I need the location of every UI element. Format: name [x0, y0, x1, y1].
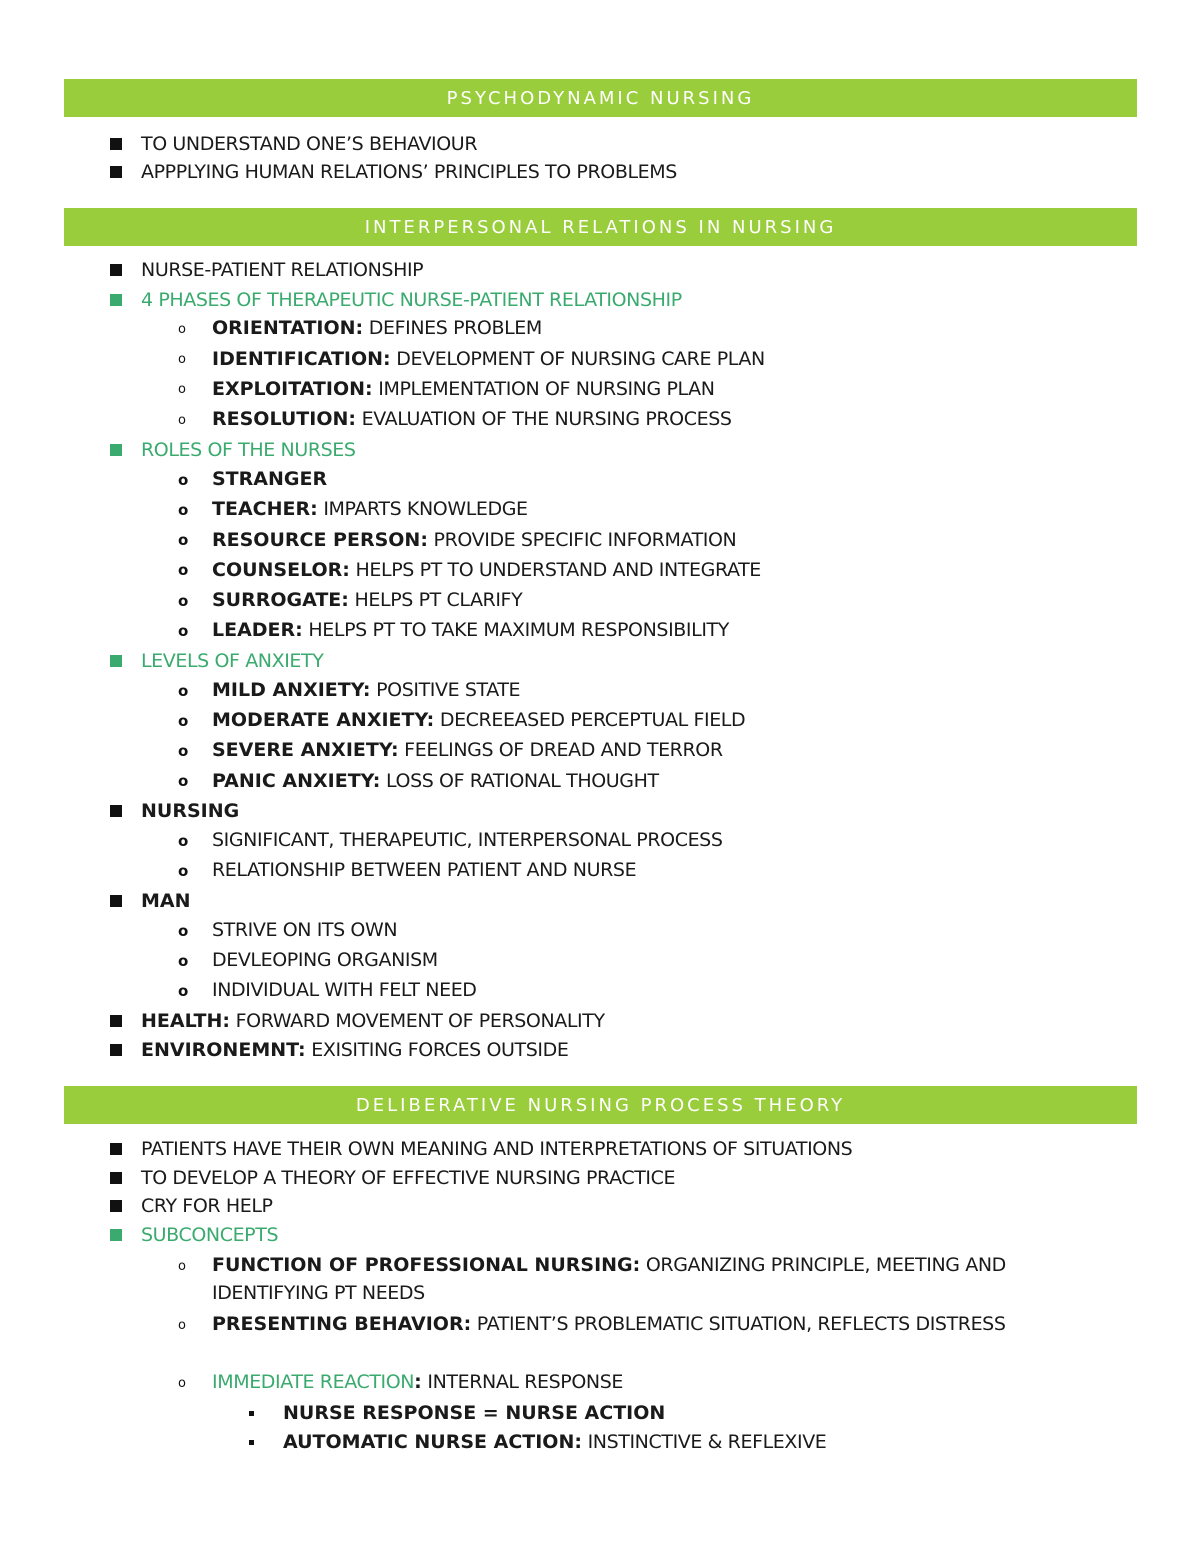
list-item: [212, 345, 765, 373]
circle-bullet-icon: o: [178, 922, 189, 940]
square-bullet-icon: [110, 166, 122, 178]
circle-bullet-icon: o: [178, 682, 189, 700]
desc: IMPLEMENTATION OF NURSING PLAN: [372, 378, 715, 400]
desc: IMPARTS KNOWLEDGE: [317, 498, 528, 520]
section-banner-interpersonal: INTERPERSONAL RELATIONS IN NURSING: [64, 208, 1137, 246]
term: COUNSELOR:: [212, 559, 350, 581]
section-banner-psychodynamic: PSYCHODYNAMIC NURSING: [64, 79, 1137, 117]
circle-bullet-icon: o: [178, 561, 189, 579]
circle-bullet-icon: o: [178, 322, 186, 337]
square-bullet-icon: [110, 264, 122, 276]
list-item: [212, 375, 715, 403]
term: MILD ANXIETY:: [212, 679, 371, 701]
heading-text: MAN: [141, 890, 191, 912]
subheading-man: [141, 887, 191, 915]
list-item: STRIVE ON ITS OWN: [212, 919, 398, 941]
list-item: [212, 314, 542, 342]
list-item: [141, 1007, 605, 1035]
list-item: APPPLYING HUMAN RELATIONS’ PRINCIPLES TO PROBLEMS: [141, 161, 677, 183]
term: RESOURCE PERSON:: [212, 529, 428, 551]
circle-bullet-icon: o: [178, 471, 189, 489]
desc: DEFINES PROBLEM: [363, 317, 542, 339]
circle-bullet-icon: o: [178, 1259, 186, 1274]
list-item: [212, 556, 761, 584]
desc: EXISITING FORCES OUTSIDE: [305, 1039, 569, 1061]
desc: PATIENT’S PROBLEMATIC SITUATION, REFLECTS DISTRESS: [471, 1313, 1006, 1335]
term: SURROGATE:: [212, 589, 349, 611]
list-item: [212, 526, 736, 554]
section-banner-deliberative: DELIBERATIVE NURSING PROCESS THEORY: [64, 1086, 1137, 1124]
list-item: NURSE-PATIENT RELATIONSHIP: [141, 259, 424, 281]
list-item: [212, 736, 723, 764]
list-item: [283, 1399, 665, 1427]
square-bullet-icon: [110, 1015, 122, 1027]
circle-bullet-icon: o: [178, 712, 189, 730]
desc: POSITIVE STATE: [370, 679, 521, 701]
small-square-bullet-icon: [249, 1440, 254, 1445]
circle-bullet-icon: o: [178, 501, 189, 519]
circle-bullet-icon: o: [178, 413, 186, 428]
term: ORIENTATION:: [212, 317, 364, 339]
list-item: [212, 616, 729, 644]
list-item: CRY FOR HELP: [141, 1195, 273, 1217]
desc: FEELINGS OF DREAD AND TERROR: [398, 739, 723, 761]
subheading-anxiety: LEVELS OF ANXIETY: [141, 650, 324, 672]
circle-bullet-icon: o: [178, 982, 189, 1000]
desc: ORGANIZING PRINCIPLE, MEETING AND IDENTIFYING PT NEEDS: [212, 1254, 1006, 1304]
list-item: [212, 495, 528, 523]
list-item: [212, 465, 327, 493]
circle-bullet-icon: o: [178, 592, 189, 610]
list-item: [212, 767, 659, 795]
list-item: [212, 1368, 623, 1396]
term: IMMEDIATE REACTION: [212, 1371, 415, 1393]
desc: HELPS PT CLARIFY: [348, 589, 523, 611]
subheading-roles: ROLES OF THE NURSES: [141, 439, 356, 461]
desc: HELPS PT TO TAKE MAXIMUM RESPONSIBILITY: [302, 619, 729, 641]
colon: :: [414, 1371, 422, 1393]
list-item: [212, 676, 520, 704]
term: HEALTH:: [141, 1010, 231, 1032]
term: IDENTIFICATION:: [212, 348, 391, 370]
subheading-phases: 4 PHASES OF THERAPEUTIC NURSE-PATIENT RELATIONSHIP: [141, 289, 682, 311]
small-square-bullet-icon: [249, 1411, 254, 1416]
term: LEADER:: [212, 619, 303, 641]
square-bullet-icon: [110, 1044, 122, 1056]
term: AUTOMATIC NURSE ACTION:: [283, 1431, 582, 1453]
list-item: TO DEVELOP A THEORY OF EFFECTIVE NURSING PRACTICE: [141, 1167, 676, 1189]
term: TEACHER:: [212, 498, 318, 520]
term: MODERATE ANXIETY:: [212, 709, 435, 731]
list-item: SIGNIFICANT, THERAPEUTIC, INTERPERSONAL PROCESS: [212, 829, 723, 851]
square-bullet-icon: [110, 444, 122, 456]
term: NURSE RESPONSE = NURSE ACTION: [283, 1402, 666, 1424]
circle-bullet-icon: o: [178, 1376, 186, 1391]
term: ENVIRONEMNT:: [141, 1039, 306, 1061]
list-item: [283, 1428, 826, 1456]
square-bullet-icon: [110, 1172, 122, 1184]
term: PRESENTING BEHAVIOR:: [212, 1313, 472, 1335]
circle-bullet-icon: o: [178, 862, 189, 880]
circle-bullet-icon: o: [178, 622, 189, 640]
circle-bullet-icon: o: [178, 382, 186, 397]
list-item: [212, 586, 522, 614]
list-item: [212, 405, 732, 433]
term: SEVERE ANXIETY:: [212, 739, 399, 761]
term: PANIC ANXIETY:: [212, 770, 381, 792]
list-item: INDIVIDUAL WITH FELT NEED: [212, 979, 477, 1001]
square-bullet-icon: [110, 1229, 122, 1241]
list-item: DEVLEOPING ORGANISM: [212, 949, 438, 971]
desc: DEVELOPMENT OF NURSING CARE PLAN: [390, 348, 765, 370]
list-item: [212, 1310, 1092, 1338]
list-item: TO UNDERSTAND ONE’S BEHAVIOUR: [141, 133, 478, 155]
square-bullet-icon: [110, 1143, 122, 1155]
square-bullet-icon: [110, 294, 122, 306]
desc: INSTINCTIVE & REFLEXIVE: [581, 1431, 827, 1453]
circle-bullet-icon: o: [178, 832, 189, 850]
desc: INTERNAL RESPONSE: [421, 1371, 623, 1393]
list-item: RELATIONSHIP BETWEEN PATIENT AND NURSE: [212, 859, 637, 881]
circle-bullet-icon: o: [178, 352, 186, 367]
subheading-nursing: [141, 797, 239, 825]
subheading-subconcepts: SUBCONCEPTS: [141, 1224, 279, 1246]
desc: FORWARD MOVEMENT OF PERSONALITY: [230, 1010, 605, 1032]
desc: EVALUATION OF THE NURSING PROCESS: [355, 408, 732, 430]
circle-bullet-icon: o: [178, 531, 189, 549]
square-bullet-icon: [110, 895, 122, 907]
desc: PROVIDE SPECIFIC INFORMATION: [427, 529, 737, 551]
list-item: [141, 1036, 568, 1064]
circle-bullet-icon: o: [178, 952, 189, 970]
desc: DECREEASED PERCEPTUAL FIELD: [434, 709, 746, 731]
circle-bullet-icon: o: [178, 742, 189, 760]
heading-text: NURSING: [141, 800, 240, 822]
circle-bullet-icon: o: [178, 772, 189, 790]
square-bullet-icon: [110, 655, 122, 667]
term: STRANGER: [212, 468, 328, 490]
square-bullet-icon: [110, 805, 122, 817]
desc: HELPS PT TO UNDERSTAND AND INTEGRATE: [349, 559, 761, 581]
list-item: PATIENTS HAVE THEIR OWN MEANING AND INTERPRETATIONS OF SITUATIONS: [141, 1138, 853, 1160]
term: RESOLUTION:: [212, 408, 356, 430]
list-item: [212, 1251, 1092, 1307]
square-bullet-icon: [110, 1200, 122, 1212]
desc: LOSS OF RATIONAL THOUGHT: [380, 770, 659, 792]
circle-bullet-icon: o: [178, 1318, 186, 1333]
list-item: [212, 706, 745, 734]
square-bullet-icon: [110, 138, 122, 150]
term: EXPLOITATION:: [212, 378, 373, 400]
term: FUNCTION OF PROFESSIONAL NURSING:: [212, 1254, 641, 1276]
